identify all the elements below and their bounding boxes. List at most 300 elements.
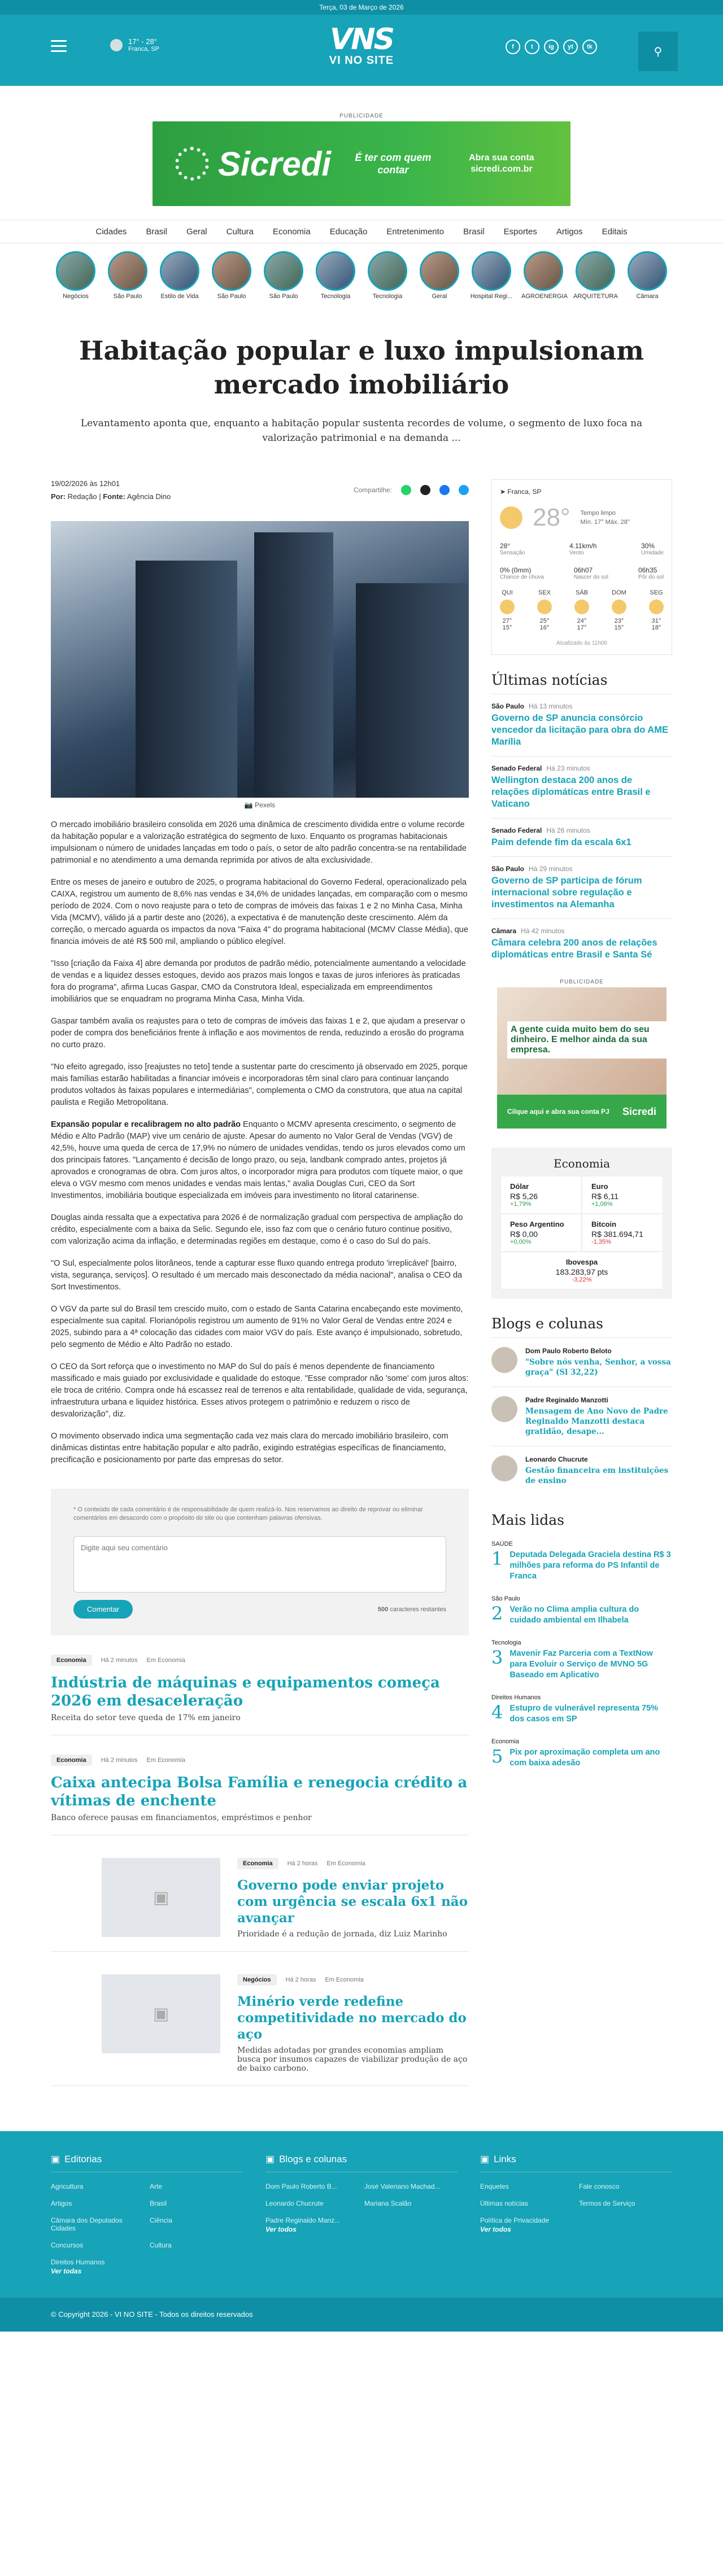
image-placeholder-icon: ▣ [102, 1858, 220, 1937]
forecast-high: 23° [614, 618, 624, 624]
footer [0, 2131, 723, 2298]
currency-change: -1,35% [591, 1239, 611, 1245]
site-logo[interactable] [316, 25, 407, 67]
avatar [491, 1347, 517, 1373]
char-count-label: caracteres restantes [390, 1606, 446, 1613]
related-title[interactable]: Minério verde redefine competitividade no mercado do aço [237, 1994, 467, 2042]
author-label: Por: [51, 492, 66, 501]
footer-link[interactable]: Últimas notícias [480, 2199, 528, 2207]
paragraph: "O Sul, especialmente polos litorâneos, tende a capturar esse fluxo quando entrega produto 'irreplicável' [bairro, vista, segurança, serviços]. O resultado é um mercado mais desconectado da média nacional", analisa o CEO da Sort Investimentos. [51, 1259, 463, 1292]
story-label: Tecnologia [372, 293, 403, 300]
subheading: Expansão popular e recalibragem no alto padrão [51, 1120, 241, 1129]
forecast-day [612, 589, 626, 631]
currency-change: +1,79% [510, 1201, 532, 1208]
related-article[interactable] [51, 1858, 469, 1952]
comment-button[interactable]: Comentar [73, 1600, 133, 1619]
footer-link[interactable]: Brasil [150, 2199, 167, 2207]
avatar [491, 1455, 517, 1481]
story-label: São Paulo [269, 293, 298, 300]
sidebar [491, 479, 672, 2086]
tiktok-icon[interactable]: tk [582, 40, 597, 54]
article-meta: 19/02/2026 às 12h01 Por: Redação | Fonte: Agência Dino Compartilhe: [51, 479, 469, 501]
footer-link[interactable]: Concursos [51, 2241, 84, 2249]
logo-text: VI NO SITE [329, 54, 394, 67]
related-section: Em Economia [146, 1757, 185, 1764]
side-ad-banner[interactable] [497, 987, 667, 1129]
top-date-bar [0, 0, 723, 15]
related-section: Em Economia [326, 1860, 365, 1867]
related-tags [237, 1858, 469, 1869]
most-read-category: São Paulo [491, 1595, 520, 1602]
nav-item[interactable]: Geral [186, 226, 207, 237]
forecast-sun-icon [574, 600, 589, 614]
currency-name: Bitcoin [591, 1220, 617, 1228]
forecast-day [649, 589, 664, 631]
forecast-low: 16° [539, 624, 550, 631]
story-thumbnail [472, 251, 511, 291]
news-time: Há 23 minutos [546, 764, 590, 772]
char-counter [378, 1606, 446, 1613]
news-time: Há 29 minutos [529, 865, 573, 873]
side-ad-brand: Sicredi [622, 1105, 656, 1117]
related-section: Em Economia [146, 1657, 185, 1664]
footer-links [265, 2183, 458, 2224]
footer-link[interactable]: Enquetes [480, 2183, 509, 2190]
latest-news-item[interactable] [491, 694, 672, 756]
most-read-row [491, 1703, 672, 1725]
most-read-title: Mais lidas [491, 1512, 565, 1528]
most-read-category: Direitos Humanos [491, 1694, 541, 1701]
most-read-row [491, 1550, 672, 1582]
forecast-low: 18° [651, 624, 661, 631]
most-read-item[interactable] [491, 1534, 672, 1589]
whatsapp-icon[interactable] [401, 485, 411, 495]
footer-link[interactable]: Dom Paulo Roberto B... [265, 2183, 337, 2190]
latest-news-item[interactable] [491, 919, 672, 969]
related-time: Há 2 minutos [101, 1657, 138, 1664]
related-title[interactable]: Governo pode enviar projeto com urgência se escala 6x1 não avançar [237, 1878, 468, 1926]
story-thumbnail [56, 251, 95, 291]
footer-link[interactable]: Ciência [150, 2216, 173, 2224]
forecast-high: 25° [539, 618, 550, 624]
story-item[interactable] [262, 251, 306, 300]
article-author: Redação [67, 492, 97, 501]
currency-name: Euro [591, 1182, 608, 1191]
latest-news-item[interactable] [491, 756, 672, 818]
nav-item[interactable]: Cidades [95, 226, 127, 237]
article-date: 19/02/2026 às 12h01 [51, 479, 120, 488]
footer-link[interactable]: Leonardo Chucrute [265, 2199, 324, 2207]
related-section: Em Economia [325, 1976, 364, 1983]
image-caption: 📷 Pexels [244, 801, 276, 809]
footer-more-link[interactable]: Ver todos [265, 2225, 297, 2233]
currency-item [582, 1214, 663, 1252]
related-desc: Banco oferece pausas em financiamentos, empréstimos e penhor [51, 1813, 312, 1822]
currency-value: R$ 381.694,71 [591, 1230, 643, 1239]
news-title[interactable]: Wellington destaca 200 anos de relações diplomáticas entre Brasil e Vaticano [491, 775, 651, 809]
story-label: AGROENERGIA [521, 293, 568, 300]
news-time: Há 13 minutos [529, 702, 573, 710]
paragraph [51, 1119, 469, 1202]
most-read-category: SAÚDE [491, 1541, 513, 1547]
side-ad [491, 979, 672, 1129]
paragraph: Douglas ainda ressalta que a expectativa para 2026 é de normalização gradual com perspectiva de ampliação do crédito, especialmente com a baixa da Selic. Segundo ele, isso faz com que o cenário futuro continue positivo, com valorização acima da inflação, e determinadas regiões em destaque, como é o caso do Sul do país. [51, 1213, 463, 1246]
story-item[interactable] [106, 251, 150, 300]
forecast-days [500, 589, 664, 631]
story-item[interactable] [573, 251, 617, 300]
footer-heading [480, 2154, 672, 2172]
nav-item[interactable]: Brasil [146, 226, 167, 237]
footer-link[interactable]: Artigos [51, 2199, 72, 2207]
most-read-item[interactable] [491, 1731, 672, 1775]
footer-heading-icon: ▣ [480, 2154, 490, 2164]
forecast-high: 24° [577, 618, 587, 624]
news-meta [491, 702, 672, 710]
copyright: © Copyright 2026 - VI NO SITE - Todos os direitos reservados [0, 2298, 723, 2332]
forecast-sun-icon [612, 600, 626, 614]
forecast-day-name: QUI [502, 589, 513, 596]
currency-change: +1,06% [591, 1201, 613, 1208]
footer-link[interactable]: Arte [150, 2183, 163, 2190]
blog-item[interactable] [491, 1446, 672, 1495]
current-date: Terça, 03 de Março de 2026 [319, 3, 404, 11]
currency-item [500, 1176, 582, 1214]
forecast-day [500, 589, 515, 631]
most-read-rank: 3 [491, 1647, 503, 1668]
footer-more-link[interactable]: Ver todas [51, 2267, 82, 2275]
ad-label: PUBLICIDADE [339, 113, 384, 119]
story-item[interactable] [521, 251, 568, 300]
related-title[interactable]: Indústria de máquinas e equipamentos começa 2026 em desaceleração [51, 1674, 440, 1709]
footer-links [51, 2183, 243, 2266]
related-desc: Prioridade é a redução de jornada, diz Luiz Marinho [237, 1930, 447, 1939]
social-links [506, 40, 597, 54]
related-desc: Receita do setor teve queda de 17% em janeiro [51, 1713, 241, 1722]
news-category: Senado Federal [491, 826, 542, 834]
footer-link[interactable]: José Valeriano Machad... [364, 2183, 441, 2190]
stories-row [0, 251, 723, 300]
story-label: São Paulo [113, 293, 142, 300]
caption-text: Pexels [255, 801, 276, 809]
ad-brand: Sicredi [218, 145, 332, 183]
side-ad-cta: Cilque aqui e abra sua conta PJ [507, 1108, 609, 1116]
comment-input[interactable] [73, 1536, 446, 1593]
youtube-icon[interactable]: yt [563, 40, 578, 54]
story-thumbnail [628, 251, 667, 291]
story-thumbnail [316, 251, 355, 291]
story-thumbnail [524, 251, 563, 291]
footer-heading [51, 2154, 243, 2172]
news-meta [491, 865, 672, 873]
footer-heading [265, 2154, 458, 2172]
instagram-icon[interactable]: ig [544, 40, 559, 54]
related-time: Há 2 minutos [101, 1757, 138, 1764]
building-shape [356, 583, 469, 798]
footer-link[interactable]: Política de Privacidade [480, 2216, 550, 2224]
currency-value: R$ 0,00 [510, 1230, 538, 1239]
footer-link[interactable]: Cultura [150, 2241, 172, 2249]
top-ad [0, 113, 723, 206]
economy-title: Economia [553, 1157, 611, 1170]
footer-heading-icon: ▣ [51, 2154, 60, 2164]
footer-column [51, 2154, 243, 2275]
related-desc: Medidas adotadas por grandes economias ampliam busca por insumos capazes de viabilizar produção de aço de baixo carbono. [237, 2046, 468, 2073]
most-read-title[interactable]: Pix por aproximação completa um ano com baixa adesão [509, 1748, 660, 1768]
story-thumbnail [576, 251, 615, 291]
blog-item[interactable] [491, 1337, 672, 1387]
twitter-icon[interactable]: t [525, 40, 539, 54]
avatar [491, 1396, 517, 1422]
story-label: Negócios [63, 293, 89, 300]
footer-heading-text: Editorias [64, 2154, 102, 2164]
paragraph: O CEO da Sort reforça que o investimento no MAP do Sul do país é menos dependente de financiamento massificado e mais guiado por exclusividade e qualidade do estoque. "Esse comprador não 'some' com juros altos: ele troca de critério. Compra onde há escassez real de terrenos e alta rentabilidade, qualidade de vida, segurança, infraestrutura urbana e liquidez histórica. Esses ativos protegem o patrimônio e reduzem o risco de desvalorização", diz. [51, 1362, 469, 1419]
nav-item[interactable]: Brasil [463, 226, 485, 237]
blogs-title: Blogs e colunas [491, 1315, 603, 1332]
footer-column [265, 2154, 458, 2275]
article-lead: Levantamento aponta que, enquanto a habitação popular sustenta recordes de volume, o segmento de luxo foca na valorização patrimonial e na demanda ... [80, 418, 643, 444]
most-read-title[interactable]: Estupro de vulnerável representa 75% dos casos em SP [509, 1704, 659, 1724]
related-tags [237, 1974, 469, 1985]
most-read-row [491, 1747, 672, 1769]
article-body [51, 819, 469, 1466]
forecast-high: 31° [651, 618, 661, 624]
news-meta [491, 764, 672, 772]
most-read-rank: 5 [491, 1746, 503, 1767]
news-title[interactable]: Governo de SP anuncia consórcio vencedor da licitação para obra do AME Marília [491, 713, 668, 747]
paragraph: O VGV da parte sul do Brasil tem crescido muito, com o estado de Santa Catarina encabeçando este movimento, especialmente sua capital. Florianópolis registrou um aumento de 91% no Valor Geral de Vendas entre 2024 e 2025, subindo para a 4ª colocação das cidades com maior VGV do país. Este avanço é impulsionado, sobretudo, pelo segmento de Médio e Alto Padrão no estado. [51, 1305, 463, 1349]
search-icon[interactable]: ⚲ [638, 32, 678, 71]
article-title: Habitação popular e luxo impulsionam mercado imobiliário [79, 335, 644, 400]
story-item[interactable] [469, 251, 513, 300]
nav-item[interactable]: Economia [273, 226, 311, 237]
blog-title[interactable]: "Sobre nós venha, Senhor, a vossa graça" (Sl 32,22) [525, 1358, 671, 1377]
forecast-day-name: DOM [612, 589, 626, 596]
most-read-item[interactable] [491, 1687, 672, 1731]
site-header [0, 15, 723, 86]
currency-item [500, 1214, 582, 1252]
footer-heading-text: Blogs e colunas [279, 2154, 347, 2164]
forecast-low: 15° [614, 624, 624, 631]
image-placeholder-icon: ▣ [102, 1974, 220, 2053]
story-label: Tecnologia [320, 293, 351, 300]
forecast-day [537, 589, 552, 631]
story-thumbnail [420, 251, 459, 291]
most-read-rank: 2 [491, 1603, 503, 1624]
blog-content [525, 1396, 672, 1437]
most-read-title[interactable]: Verão no Clima amplia cultura do cuidado ambiental em Ilhabela [509, 1605, 639, 1625]
currency-name: Peso Argentino [510, 1220, 564, 1228]
nav-item[interactable]: Artigos [556, 226, 583, 237]
story-item[interactable] [210, 251, 254, 300]
sunset: 06h35 Pôr do sol [638, 566, 664, 580]
footer-link[interactable]: Agricultura [51, 2183, 84, 2190]
news-meta [491, 927, 672, 935]
blog-author: Padre Reginaldo Manzotti [525, 1396, 608, 1404]
story-thumbnail [212, 251, 251, 291]
category-badge[interactable]: Economia [237, 1858, 278, 1869]
story-label: São Paulo [217, 293, 246, 300]
ad-tagline: É ter com quem contar [355, 152, 432, 176]
most-read-item[interactable] [491, 1633, 672, 1687]
footer-link[interactable]: Padre Reginaldo Manz... [265, 2216, 341, 2224]
currency-name: Dólar [510, 1182, 529, 1191]
share-label: Compartilhe: [353, 486, 392, 494]
menu-icon[interactable] [51, 40, 67, 53]
story-item[interactable] [313, 251, 358, 300]
story-label: Geral [432, 293, 447, 300]
related-article[interactable] [51, 1755, 469, 1835]
most-read-category: Economia [491, 1738, 519, 1745]
x-icon[interactable] [420, 485, 430, 495]
blog-title[interactable]: Gestão financeira em instituições de ensino [525, 1466, 669, 1485]
story-thumbnail [264, 251, 303, 291]
comments-note: * O conteúdo de cada comentário é de responsabilidade de quem realizá-lo. Nos reservamos ao direito de reprovar ou eliminar comentários em desacordo com o propósito do site ou que contenham palavras ofensivas. [73, 1506, 423, 1521]
footer-link[interactable]: Termos de Serviço [579, 2199, 635, 2207]
weather-widget: ➤ Franca, SP 28° Tempo limpo Mín. 17° Máx. 28° 28° Sensação 4.11km/h Vento 30% Umidade 0% (0mm) Chance de chuva 06h07 Nascer do sol 06h35 Pôr do sol QUI 27° 15° SEX 25° 16° SÁB 24° 17° DOM 23° 15° SEG 31° 18° Atualizado às 11h00 [491, 479, 672, 655]
paragraph: Gaspar também avalia os reajustes para o teto de compras de imóveis das faixas 1 e 2, que ajudam a preservar o poder de compra dos beneficiários frente à inflação e aos movimentos de renda, reduzindo a erosão do programa no curto prazo. [51, 1017, 465, 1049]
most-read-item[interactable] [491, 1589, 672, 1633]
weather-desc: Tempo limpo [580, 510, 616, 517]
paragraph: O movimento observado indica uma segmentação cada vez mais clara do mercado imobiliário brasileiro, com dinâmicas distintas entre habitação popular e alto padrão, exigindo estratégias específicas de financiamento, precificação e posicionamento por parte das empresas do setor. [51, 1432, 448, 1464]
nav-item[interactable]: Entretenimento [386, 226, 445, 237]
category-badge[interactable]: Economia [51, 1655, 92, 1666]
forecast-day-name: SÁB [575, 589, 588, 596]
footer-heading-icon: ▣ [265, 2154, 275, 2164]
related-content [237, 1858, 469, 1939]
blog-title[interactable]: Mensagem de Ano Novo de Padre Reginaldo Manzotti destaca gratidão, desape... [525, 1407, 668, 1436]
ibovespa-name: Ibovespa [565, 1258, 598, 1266]
footer-link[interactable]: Mariana Scalão [364, 2199, 412, 2207]
building-shape [136, 561, 237, 798]
twitter-share-icon[interactable] [459, 485, 469, 495]
side-ad-text: A gente cuida muito bem do seu dinheiro. E melhor ainda da sua empresa. [507, 1021, 667, 1059]
news-title[interactable]: Governo de SP participa de fórum internacional sobre regulação e investimentos na Alemanha [491, 876, 642, 909]
story-item[interactable] [625, 251, 669, 300]
forecast-sun-icon [500, 600, 515, 614]
footer-column [480, 2154, 672, 2275]
related-article[interactable] [51, 1974, 469, 2086]
weather-temp: 28° [533, 504, 570, 531]
category-badge[interactable]: Negócios [237, 1974, 277, 1985]
story-thumbnail [368, 251, 407, 291]
blog-content [525, 1455, 672, 1486]
story-label: Hospital Regi... [470, 293, 513, 300]
share-bar [354, 479, 469, 501]
most-read-rank: 4 [491, 1702, 503, 1723]
footer-link[interactable]: Fale conosco [579, 2183, 620, 2190]
story-item[interactable] [417, 251, 461, 300]
category-badge[interactable]: Economia [51, 1755, 92, 1766]
story-label: Estilo de Vida [160, 293, 199, 300]
currency-item [582, 1176, 663, 1214]
story-item[interactable] [54, 251, 98, 300]
most-read-category: Tecnologia [491, 1639, 521, 1646]
forecast-day-name: SEX [538, 589, 551, 596]
related-time: Há 2 horas [285, 1976, 316, 1983]
paragraph-text: Enquanto o MCMV apresenta crescimento, o segmento de Médio e Alto Padrão (MAP) vive um cenário de ajuste. Apesar do aumento no Valor Geral de Vendas (VGV) de 42,5%, houve uma queda de cerca de 17,9% no número de unidades vendidas, tendo os juros elevados como um dos principais fatores. "Lançamento é decisão de longo prazo, ou seja, landbank comprado antes, projetos já aprovados e cronogramas de obra. Com juros altos, o incorporador migra para produtos com tíquete maior, o que eleva o VGV mesmo com menos unidades e vendas mais lentas," avalia Douglas Curi, CEO da Sort Investimentos, imobiliária boutique especializada em imóveis para investimento no litoral catarinense. [51, 1120, 465, 1200]
weather-icon [110, 39, 123, 51]
sicredi-logo-icon [175, 147, 209, 181]
most-read-row [491, 1648, 672, 1681]
news-category: Senado Federal [491, 764, 542, 772]
most-read-rank: 1 [491, 1548, 503, 1569]
feels-like: 28° Sensação [500, 542, 525, 556]
forecast-sun-icon [537, 600, 552, 614]
forecast-day [574, 589, 589, 631]
nav-item[interactable]: Editais [602, 226, 628, 237]
nav-item[interactable]: Esportes [503, 226, 537, 237]
blog-author: Leonardo Chucrute [525, 1455, 588, 1463]
header-city: Franca, SP [128, 46, 160, 53]
most-read-row [491, 1604, 672, 1626]
most-read-title[interactable]: Mavenir Faz Parceria com a TextNow para Evoluir o Serviço de MVNO 5G Baseado em Aplicativo [509, 1649, 653, 1680]
article-main [51, 479, 469, 2086]
footer-links [480, 2183, 672, 2224]
footer-heading-text: Links [494, 2154, 516, 2164]
article-source: Agência Dino [127, 492, 171, 501]
facebook-share-icon[interactable] [439, 485, 450, 495]
footer-more-link[interactable]: Ver todos [480, 2225, 511, 2233]
related-time: Há 2 horas [287, 1860, 318, 1867]
related-tags [51, 1755, 469, 1766]
footer-link[interactable]: Câmara dos Deputados Cidades [51, 2216, 123, 2232]
forecast-high: 27° [502, 618, 512, 624]
forecast-sun-icon [649, 600, 664, 614]
facebook-icon[interactable]: f [506, 40, 520, 54]
latest-news-title: Últimas notícias [491, 672, 608, 688]
paragraph: "Isso [criação da Faixa 4] abre demanda por produtos de padrão médio, potencialmente aumentando a velocidade de vendas e a liquidez desses estoques, devido aos prazos mais longos e taxas de juros inferiores às praticadas fora do programa", afirma Lucas Gaspar, CMO da Construtora Ideal, especializada em empreendimentos imobiliários que se enquadram no programa Minha Casa, Minha Vida. [51, 959, 466, 1004]
latest-news-item[interactable] [491, 818, 672, 856]
paragraph: O mercado imobiliário brasileiro consolida em 2026 uma dinâmica de crescimento dividida entre o volume recorde da habitação popular e a valorização estratégica do segmento de luxo. Enquanto os programas habitacionais impulsionam o número de unidades lançadas em todo o país, o setor de alto padrão concentra-se na rentabilidade patrimonial e no atendimento a uma demanda reprimida por ativos de alta exclusividade. [51, 820, 467, 865]
related-content [237, 1974, 469, 2073]
news-category: Câmara [491, 927, 517, 935]
logo-mark: VNS [329, 23, 394, 56]
most-read-title[interactable]: Deputada Delegada Graciela destina R$ 3 milhões para reforma do PS Infantil de Franca [509, 1550, 671, 1581]
article-image [51, 521, 469, 798]
humidity: 30% Umidade [641, 542, 664, 556]
footer-link[interactable]: Direitos Humanos [51, 2258, 105, 2266]
related-article[interactable] [51, 1655, 469, 1735]
main-nav [0, 220, 723, 243]
blog-author: Dom Paulo Roberto Beloto [525, 1347, 612, 1355]
ad-banner[interactable] [153, 121, 570, 206]
news-title[interactable]: Câmara celebra 200 anos de relações diplomáticas entre Brasil e Santa Sé [491, 938, 657, 960]
rain-chance: 0% (0mm) Chance de chuva [500, 566, 544, 580]
currency-value: R$ 5,26 [510, 1192, 538, 1201]
blog-content [525, 1347, 672, 1377]
blog-item[interactable] [491, 1387, 672, 1446]
nav-item[interactable]: Educação [329, 226, 368, 237]
forecast-low: 17° [577, 624, 587, 631]
ibovespa-change: -3,22% [572, 1276, 592, 1283]
related-title[interactable]: Caixa antecipa Bolsa Família e renegocia crédito a vítimas de enchente [51, 1774, 468, 1809]
header-weather[interactable] [110, 37, 159, 53]
news-title[interactable]: Paim defende fim da escala 6x1 [491, 837, 631, 847]
char-count: 500 [377, 1606, 389, 1613]
story-item[interactable] [365, 251, 410, 300]
news-category: São Paulo [491, 865, 525, 873]
nav-item[interactable]: Cultura [226, 226, 254, 237]
news-time: Há 42 minutos [521, 927, 565, 935]
story-label: ARQUITETURA [573, 293, 618, 300]
building-shape [254, 532, 333, 798]
related-tags [51, 1655, 469, 1666]
side-ad-label: PUBLICIDADE [560, 979, 604, 985]
story-item[interactable] [158, 251, 202, 300]
ibovespa-value: 183.283,97 pts [555, 1267, 608, 1276]
latest-news-item[interactable] [491, 856, 672, 919]
paragraph: Entre os meses de janeiro e outubro de 2025, o programa habitacional do Governo Federal, operacionalizado pela CAIXA, registrou um aumento de 8,6% nas vendas e 34,6% de unidades lançadas, em comparação com o mesmo período de 2024. Com o novo reajuste para o teto de compras de imóveis das faixas 1 e 2 no Minha Casa, Minha Vida (MCMV), válido já a partir deste ano (2026), a expectativa é de manutenção deste crescimento. Além da correção, o mercado aguarda os impactos da nova "Faixa 4" do programa habitacional (MCMV Classe Média), que financia imóveis de até R$ 500 mil, ampliando o público elegível. [51, 878, 468, 946]
